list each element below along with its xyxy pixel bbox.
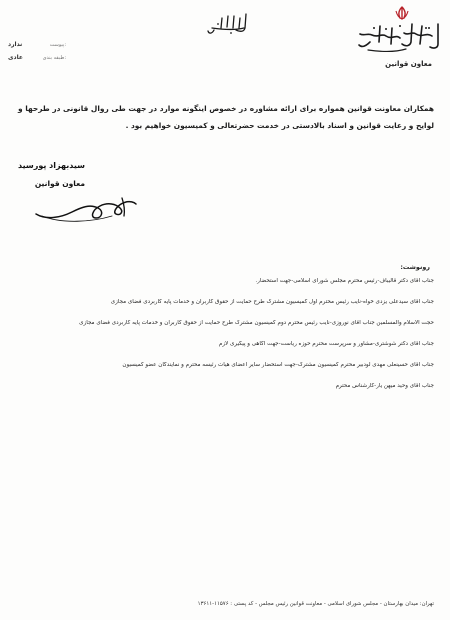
footer-address: تهران: میدان بهارستان - مجلس شورای اسلامی - معاونت قوانین رئیس مجلس - کد پستی : ۱۱۵۷۶-۱۳۶۱۱ — [197, 601, 434, 607]
handwritten-signature — [32, 194, 138, 226]
cc-item: جناب آقای دکتر قالیباف-رئیس محترم مجلس شورای اسلامی-جهت استحضار. — [255, 278, 434, 284]
department-label: معاون قوانین — [385, 60, 432, 68]
signatory-title: معاون قوانین — [34, 179, 85, 188]
cc-item: حجت الاسلام والمسلمین جناب آقای نوروزی-نایب رئیس محترم دوم کمیسیون مشترک طرح حمایت از حقوق کاربران و خدمات پایه کاربردی فضای مجازی — [79, 320, 434, 326]
cc-item: جناب آقای حسینعلی مهدی لودبیر محترم کمیسیون مشترک-جهت استحضار سایر اعضای هیات رئیسه محترم و نمایندگان عضو کمیسیون — [122, 362, 434, 368]
cc-heading: رونوشت: — [400, 263, 430, 271]
signatory-name: سیدبهزاد پورسید — [17, 161, 85, 170]
letter-body: همکاران معاونت قوانین همواره برای ارائه مشاوره در خصوص اینگونه موارد در جهت طی روال قانونی در طرحها و لوایح و رعایت قوانین و اسناد بالادستی در خدمت حضرتعالی و کمیسیون خواهیم بود . — [18, 104, 434, 130]
invocation-calligraphy — [206, 10, 250, 36]
classification-value: عادی — [8, 54, 23, 61]
cc-item: جناب آقای وحید میهن یار-کارشناس محترم — [335, 383, 434, 389]
cc-item: جناب آقای دکتر شوشتری-مشاور و سرپرست محترم حوزه ریاست-جهت آگاهی و پیگیری لازم — [218, 341, 434, 347]
cc-item: جناب آقای سیدعلی یزدی خواه-نایب رئیس محترم اول کمیسیون مشترک طرح حمایت از حقوق کاربران و خدمات پایه کاربردی فضای مجازی — [110, 299, 434, 305]
attachment-value: ندارد — [8, 41, 23, 48]
letter-metadata — [8, 38, 66, 64]
attachment-row — [8, 38, 66, 51]
attachment-label: پیوست: — [49, 41, 66, 48]
cc-list — [10, 278, 434, 404]
classification-label: طبقه بندی: — [42, 54, 66, 61]
classification-row — [8, 51, 66, 64]
parliament-calligraphy-logo — [356, 14, 442, 56]
